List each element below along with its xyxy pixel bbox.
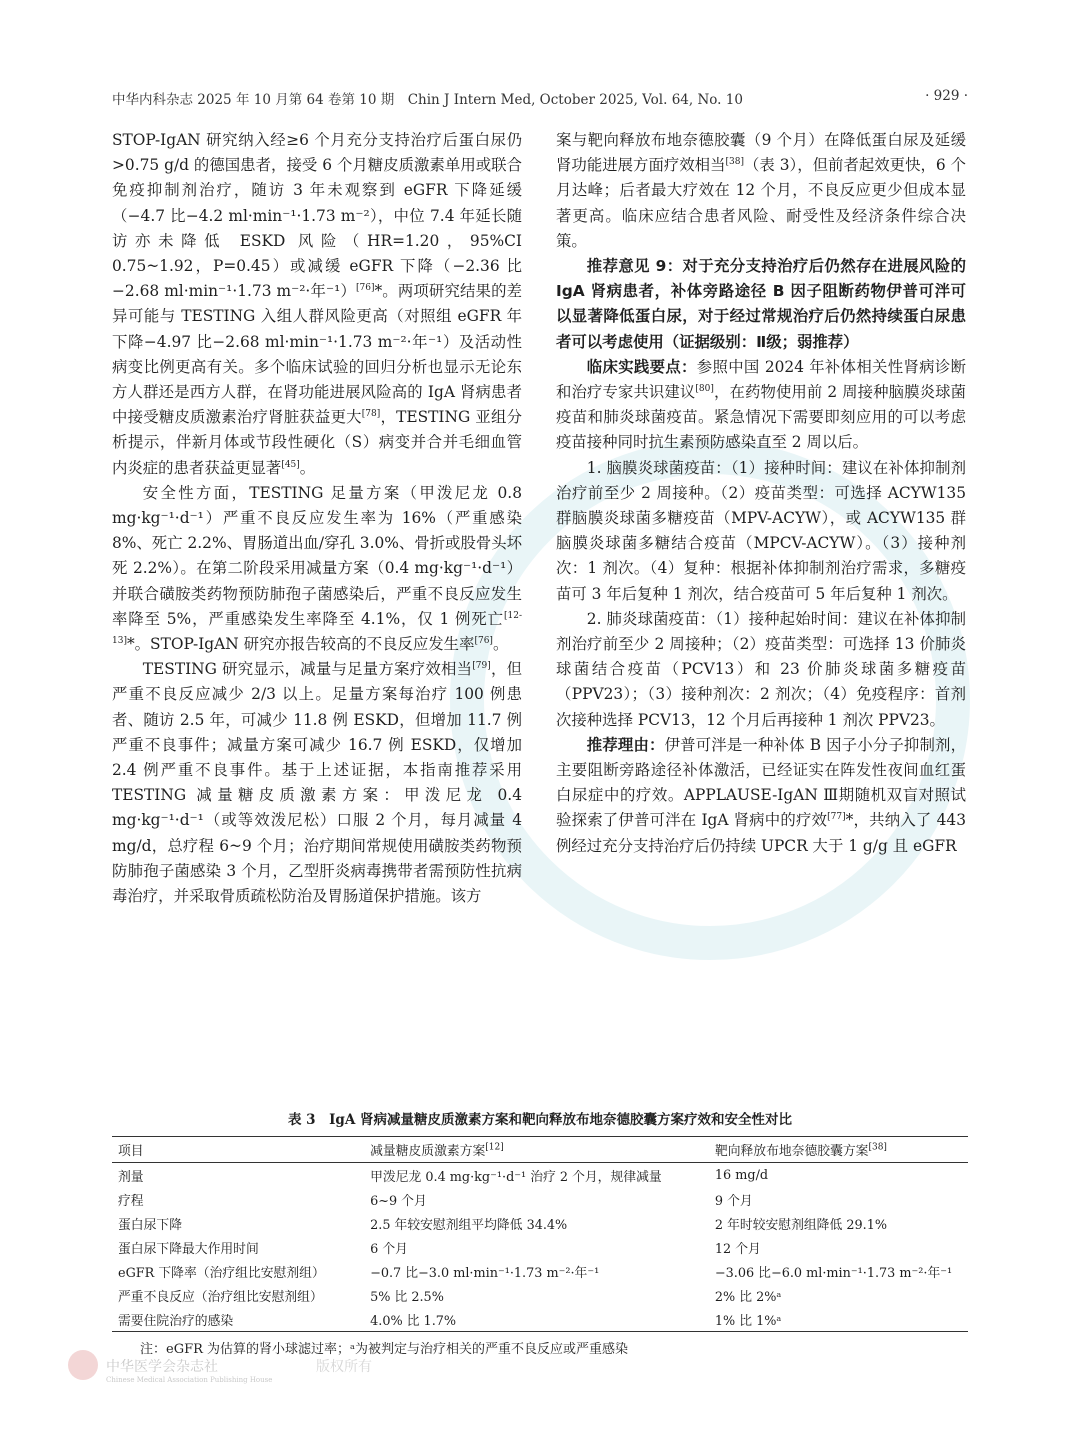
- rationale-label: 推荐理由：: [586, 735, 665, 754]
- copyright-mark: 版权所有: [316, 1359, 372, 1375]
- paragraph-meningococcal-vaccine: 1. 脑膜炎球菌疫苗：（1）接种时间：建议在补体抑制剂治疗前至少 2 周接种。（2）疫苗类型：可选择 ACYW135 群脑膜炎球菌多糖疫苗（MPV-ACYW），或 ACYW135 群脑膜炎球菌多糖结合疫苗（MPCV-ACYW）。（3）接种剂次：1 剂次。（4）复种：根据补体抑制剂治疗需求，多糖疫苗可 3 年后复种 1 剂次，结合疫苗可 5 年后复种 1 剂次。: [556, 458, 966, 603]
- paragraph-continuation: 案与靶向释放布地奈德胶囊（9 个月）在降低蛋白尿及延缓肾功能进展方面疗效相当[38]（表 3），但前者起效更快，6 个月达峰；后者最大疗效在 12 个月，不良反应更少但成本显著更高。临床应结合患者风险、耐受性及经济条件综合决策。: [556, 131, 966, 250]
- paragraph-pneumococcal-vaccine: 2. 肺炎球菌疫苗：（1）接种起始时间：建议在补体抑制剂治疗前至少 2 周接种；（2）疫苗类型：可选择 13 价肺炎球菌结合疫苗（PCV13）和 23 价肺炎球菌多糖疫苗（PPV23）；（3）接种剂次：2 剂次；（4）免疫程序：首剂次接种选择 PCV13，12 个月后再接种 1 剂次 PPV23。: [556, 609, 966, 729]
- table-row: 剂量 甲泼尼龙 0.4 mg·kg⁻¹·d⁻¹ 治疗 2 个月，规律减量 16 mg/d: [118, 1167, 769, 1185]
- journal-citation: 中华内科杂志 2025 年 10 月第 64 卷第 10 期 Chin J Intern Med, October 2025, Vol. 64, No. 10: [112, 92, 743, 108]
- table-caption: 表 3 IgA 肾病减量糖皮质激素方案和靶向释放布地奈德胶囊方案疗效和安全性对比: [287, 1112, 793, 1128]
- paragraph-safety: 安全性方面，TESTING 足量方案（甲泼尼龙 0.8 mg·kg⁻¹·d⁻¹）严重不良反应发生率为 16%（严重感染 8%、死亡 2.2%、胃肠道出血/穿孔 3.0%、骨折或股骨头坏死 2.2%）。在第二阶段采用减量方案（0.4 mg·kg⁻¹·d⁻¹）并联合磺胺类药物预防肺孢子菌感染后，严重不良反应发生率降至 5%，严重感染发生率降至 4.1%，仅 1 例死亡[12-13]*。STOP-IgAN 研究亦报告较高的不良反应发生率[76]。: [112, 483, 523, 654]
- table-row: eGFR 下降率（治疗组比安慰剂组） −0.7 比−3.0 ml·min⁻¹·1.73 m⁻²·年⁻¹ −3.06 比−6.0 ml·min⁻¹·1.73 m⁻²·年⁻¹: [118, 1265, 953, 1281]
- left-column: [112, 128, 522, 909]
- table-header-row: [112, 1137, 968, 1163]
- table-row: 需要住院治疗的感染 4.0% 比 1.7% 1% 比 1%ᵃ: [112, 1307, 968, 1332]
- paragraph-stop-igan: STOP-IgAN 研究纳入经≥6 个月充分支持治疗后蛋白尿仍>0.75 g/d 的德国患者，接受 6 个月糖皮质激素单用或联合免疫抑制剂治疗，随访 3 年未观察到 eGFR 下降延缓（−4.7 比−4.2 ml·min⁻¹·1.73 m⁻²），中位 7.4 年延长随访亦未降低 ESKD 风险（HR=1.20，95%CI 0.75~1.92，P=0.45）或减缓 eGFR 下降（−2.36 比−2.68 ml·min⁻¹·1.73 m⁻²·年⁻¹）[76]*。两项研究结果的差异可能与 TESTING 入组人群风险更高（对照组 eGFR 年下降−4.97 比−2.68 ml·min⁻¹·1.73 m⁻²·年⁻¹）及活动性病变比例更高有关。多个临床试验的回归分析也显示无论东方人群还是西方人群，在肾功能进展风险高的 IgA 肾病患者中接受糖皮质激素治疗肾脏获益更大[78]，TESTING 亚组分析提示，伴新月体或节段性硬化（S）病变并合并毛细血管内炎症的患者获益更显著[45]。: [112, 131, 522, 477]
- table-note: 注：eGFR 为估算的肾小球滤过率；ᵃ为被判定与治疗相关的严重不良反应或严重感染: [140, 1342, 629, 1357]
- paragraph-testing: TESTING 研究显示，减量与足量方案疗效相当[79]，但严重不良反应减少 2/3 以上。足量方案每治疗 100 例患者、随访 2.5 年，可减少 11.8 例 ESKD，但增加 11.7 例严重不良事件；减量方案可减少 16.7 例 ESKD，仅增加 2.4 例严重不良事件。基于上述证据，本指南推荐采用 TESTING 减量糖皮质激素方案：甲泼尼龙 0.4 mg·kg⁻¹·d⁻¹（或等效泼尼松）口服 2 个月，每月减量 4 mg/d，总疗程 6~9 个月；治疗期间常规使用磺胺类药物预防肺孢子菌感染 3 个月，乙型肝炎病毒携带者需预防性抗病毒治疗，并采取骨质疏松防治及胃肠道保护措施。该方: [112, 660, 522, 906]
- table-row: 疗程 6~9 个月 9 个月: [118, 1193, 753, 1209]
- page-number: · 929 ·: [925, 88, 968, 104]
- publisher-logo-icon: [68, 1350, 98, 1380]
- table-row: 蛋白尿下降 2.5 年较安慰剂组平均降低 34.4% 2 年时较安慰剂组降低 29.1%: [118, 1217, 887, 1233]
- table-header-steroid: 减量糖皮质激素方案[12]: [364, 1137, 709, 1163]
- paragraph-rationale: 推荐理由：伊普可泮是一种补体 B 因子小分子抑制剂，主要阻断旁路途径补体激活，已经证实在阵发性夜间血红蛋白尿症中的疗效。APPLAUSE-IgAN Ⅲ期随机双盲对照试验探索了伊普可泮在 IgA 肾病中的疗效[77]*，共纳入了 443 例经过充分支持治疗后仍持续 UPCR 大于 1 g/g 且 eGFR: [556, 735, 966, 855]
- recommendation-9: 推荐意见 9：对于充分支持治疗后仍然存在进展风险的 IgA 肾病患者，补体旁路途径 B 因子阻断药物伊普可泮可以显著降低蛋白尿，对于经过常规治疗后仍然持续蛋白尿患者可以考虑使用（证据级别：Ⅱ级；弱推荐）: [556, 257, 966, 351]
- clinical-practice-label: 临床实践要点：: [586, 357, 697, 376]
- table-header-item: 项目: [112, 1137, 364, 1163]
- table-header-budesonide: 靶向释放布地奈德胶囊方案[38]: [709, 1137, 968, 1163]
- comparison-table: [112, 1136, 968, 1332]
- publisher-name: 中华医学会杂志社 Chinese Medical Association Publishing House: [106, 1359, 273, 1384]
- running-header: [112, 88, 968, 110]
- right-column: [556, 128, 966, 859]
- table-row: 严重不良反应（治疗组比安慰剂组） 5% 比 2.5% 2% 比 2%ᵃ: [118, 1289, 782, 1305]
- paragraph-clinical-practice: 临床实践要点：参照中国 2024 年补体相关性肾病诊断和治疗专家共识建议[80]，在药物使用前 2 周接种脑膜炎球菌疫苗和肺炎球菌疫苗。紧急情况下需要即刻应用的可以考虑疫苗接种同时抗生素预防感染直至 2 周以后。: [556, 357, 966, 452]
- table-row: 蛋白尿下降最大作用时间 6 个月 12 个月: [118, 1241, 761, 1257]
